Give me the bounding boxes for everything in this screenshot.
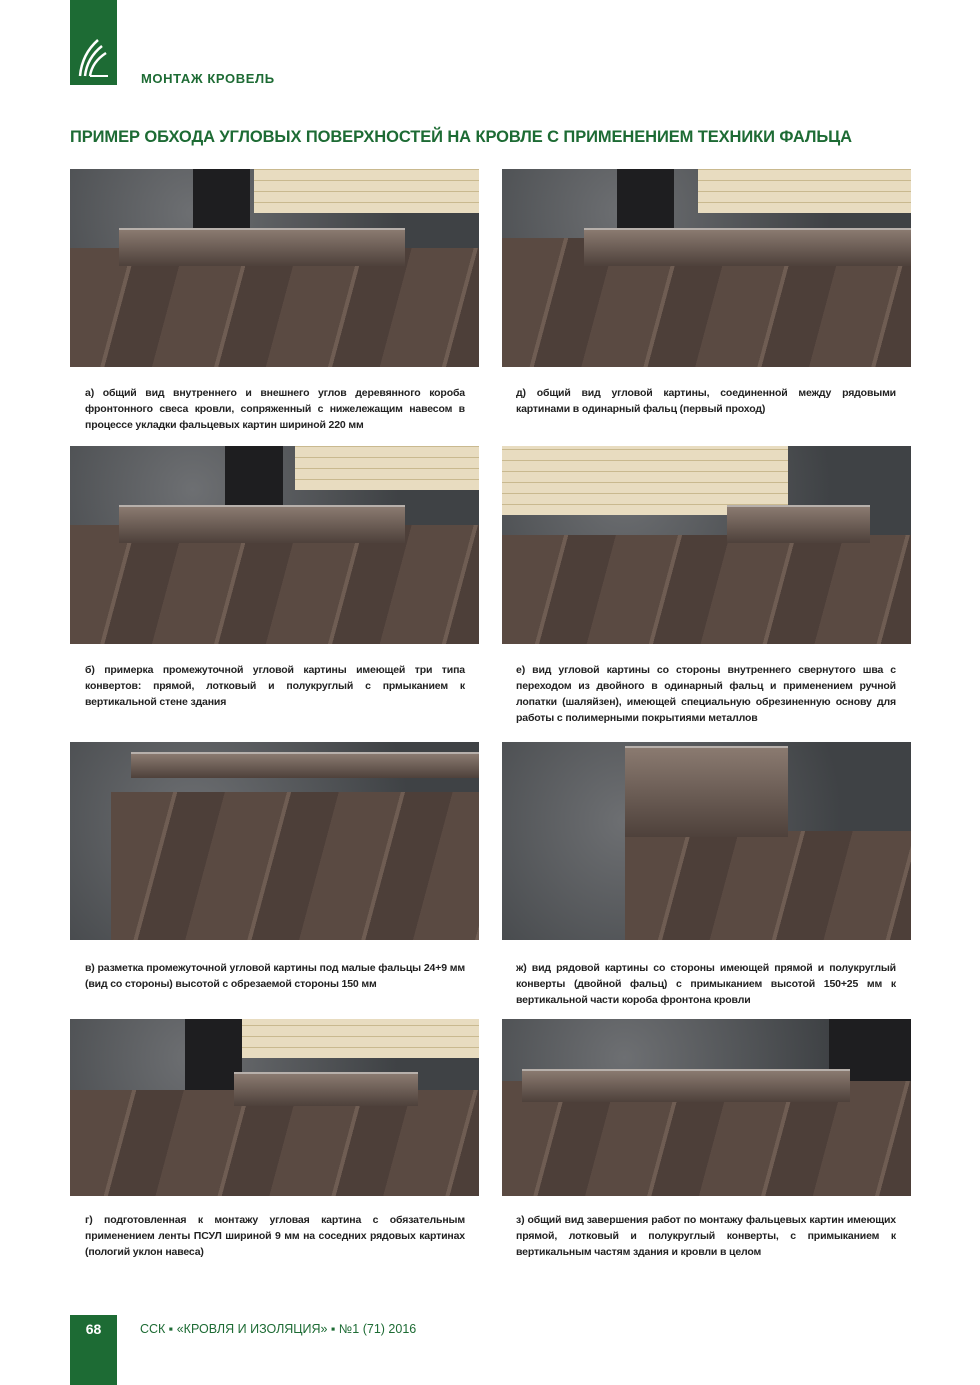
caption-zh: ж) вид рядовой картины со стороны имеющей прямой и полукруглый конверты (двойной фальц) с примыканием высотой 150+25 мм к вертикальной части короба фронтона кровли bbox=[516, 962, 896, 1006]
caption-v: в) разметка промежуточной угловой картины под малые фальцы 24+9 мм (вид со стороны) высотой с обрезаемой стороны 150 мм bbox=[85, 962, 465, 990]
photo-v bbox=[70, 742, 479, 940]
caption-z: з) общий вид завершения работ по монтажу фальцевых картин имеющих прямой, лотковый и полукруглый конверты, с примыканием к вертикальным частям здания и кровли в целом bbox=[516, 1214, 896, 1258]
photo-zh bbox=[502, 742, 911, 940]
caption-e: е) вид угловой картины со стороны внутреннего свернутого шва с переходом из двойного в одинарный фальц и применением ручной лопатки (шаляйзен), имеющей специальную обрезиненную основу для работы с полимерными покрытиями металлов bbox=[516, 664, 896, 724]
caption-b: б) примерка промежуточной угловой картины имеющей три типа конвертов: прямой, лотковый и полукруглый с прмыканием к вертикальной стене здания bbox=[85, 664, 465, 708]
caption-g: г) подготовленная к монтажу угловая картина с обязательным применением ленты ПСУЛ шириной 9 мм на соседних рядовых картинах (пологий уклон навеса) bbox=[85, 1214, 465, 1258]
section-label: МОНТАЖ КРОВЕЛЬ bbox=[141, 71, 275, 86]
caption-d: д) общий вид угловой картины, соединенной между рядовыми картинами в одинарный фальц (первый проход) bbox=[516, 387, 896, 415]
logo bbox=[70, 0, 117, 85]
page-number-block bbox=[70, 1315, 117, 1385]
publication-footer: ССК ▪ «КРОВЛЯ И ИЗОЛЯЦИЯ» ▪ №1 (71) 2016 bbox=[140, 1322, 417, 1336]
photo-g bbox=[70, 1019, 479, 1196]
logo-icon bbox=[76, 36, 112, 80]
photo-e bbox=[502, 446, 911, 644]
page-number: 68 bbox=[85, 1321, 102, 1337]
photo-b bbox=[70, 446, 479, 644]
photo-z bbox=[502, 1019, 911, 1196]
photo-d bbox=[502, 169, 911, 367]
photo-a bbox=[70, 169, 479, 367]
caption-a: а) общий вид внутреннего и внешнего углов деревянного короба фронтонного свеса кровли, сопряженный с нижележащим навесом в процессе укладки фальцевых картин шириной 220 мм bbox=[85, 387, 465, 431]
page-title: ПРИМЕР ОБХОДА УГЛОВЫХ ПОВЕРХНОСТЕЙ НА КРОВЛЕ С ПРИМЕНЕНИЕМ ТЕХНИКИ ФАЛЬЦА bbox=[70, 128, 852, 146]
